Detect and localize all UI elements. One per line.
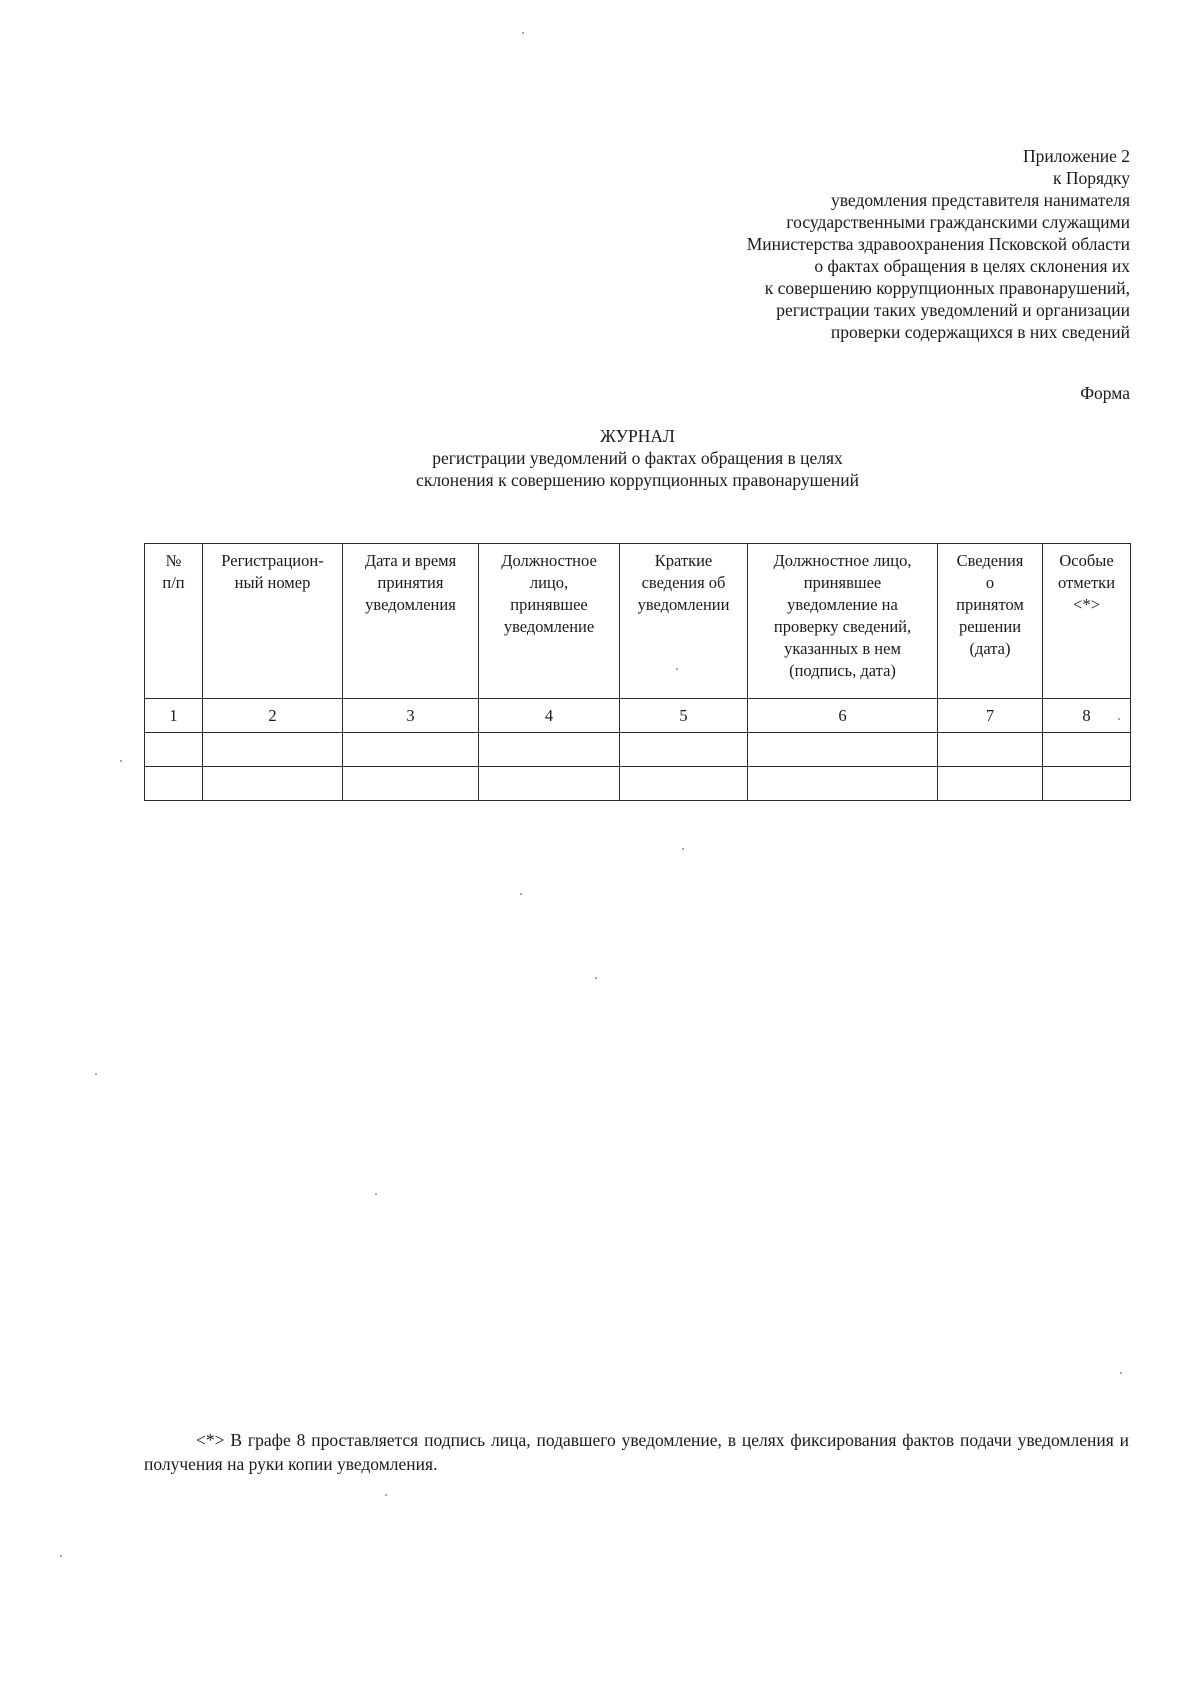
appendix-line: Министерства здравоохранения Псковской области	[746, 234, 1130, 254]
title-line: склонения к совершению коррупционных правонарушений	[416, 470, 859, 490]
header-cell-decision: Сведения о принятом решении (дата)	[938, 544, 1043, 699]
table-cell	[748, 733, 938, 767]
column-number-row	[145, 699, 1131, 733]
header-cell-notes: Особые отметки <*>	[1043, 544, 1131, 699]
scan-speck	[120, 760, 122, 762]
header-cell-summary: Краткие сведения об уведомлении	[620, 544, 748, 699]
table-cell	[479, 767, 620, 801]
header-cell-number: № п/п	[145, 544, 203, 699]
column-number: 8	[1043, 699, 1131, 733]
appendix-line: регистрации таких уведомлений и организации	[776, 300, 1130, 320]
column-number: 7	[938, 699, 1043, 733]
column-number: 6	[748, 699, 938, 733]
table-cell	[145, 733, 203, 767]
scan-speck	[595, 977, 597, 979]
table-cell	[1043, 733, 1131, 767]
header-cell-datetime: Дата и время принятия уведомления	[343, 544, 479, 699]
appendix-line: государственными гражданскими служащими	[786, 212, 1130, 232]
table-cell	[203, 767, 343, 801]
scan-speck	[385, 1494, 387, 1496]
journal-table	[144, 543, 1131, 801]
scan-speck	[520, 893, 522, 895]
table-cell	[479, 733, 620, 767]
scan-speck	[60, 1555, 62, 1557]
header-cell-official: Должностное лицо, принявшее уведомление	[479, 544, 620, 699]
scan-speck	[522, 32, 524, 34]
table-cell	[1043, 767, 1131, 801]
appendix-line: Приложение 2	[1022, 146, 1130, 166]
scan-speck	[682, 848, 684, 850]
table-cell	[343, 767, 479, 801]
table-cell	[620, 767, 748, 801]
table-row	[145, 767, 1131, 801]
form-label: Форма	[1080, 383, 1130, 403]
scan-speck	[95, 1073, 97, 1075]
scan-speck	[676, 668, 678, 670]
column-number: 4	[479, 699, 620, 733]
footnote: <*> В графе 8 проставляется подпись лица, подавшего уведомление, в целях фиксирования фактов подачи уведомления и получения на руки копии уведомления.	[144, 1430, 1129, 1474]
table-cell	[938, 733, 1043, 767]
appendix-line: уведомления представителя нанимателя	[831, 190, 1130, 210]
table-cell	[748, 767, 938, 801]
column-number: 1	[145, 699, 203, 733]
appendix-line: проверки содержащихся в них сведений	[830, 322, 1130, 342]
table-cell	[343, 733, 479, 767]
appendix-header	[530, 145, 1130, 343]
appendix-line: к Порядку	[1053, 168, 1130, 188]
header-cell-reg-number: Регистрацион- ный номер	[203, 544, 343, 699]
appendix-line: о фактах обращения в целях склонения их	[814, 256, 1130, 276]
table-cell	[145, 767, 203, 801]
column-number: 2	[203, 699, 343, 733]
table-cell	[203, 733, 343, 767]
scan-speck	[375, 1193, 377, 1195]
journal-title	[145, 425, 1130, 491]
table-cell	[938, 767, 1043, 801]
appendix-line: к совершению коррупционных правонарушений,	[764, 278, 1130, 298]
scan-speck	[1120, 1372, 1122, 1374]
scan-speck	[1118, 718, 1120, 720]
column-number: 5	[620, 699, 748, 733]
table-cell	[620, 733, 748, 767]
title-line: регистрации уведомлений о фактах обращения в целях	[432, 448, 843, 468]
title-heading: ЖУРНАЛ	[600, 426, 675, 446]
table-header-row	[145, 544, 1131, 699]
table-row	[145, 733, 1131, 767]
column-number: 3	[343, 699, 479, 733]
header-cell-verifier: Должностное лицо, принявшее уведомление на проверку сведений, указанных в нем (подпись, дата)	[748, 544, 938, 699]
